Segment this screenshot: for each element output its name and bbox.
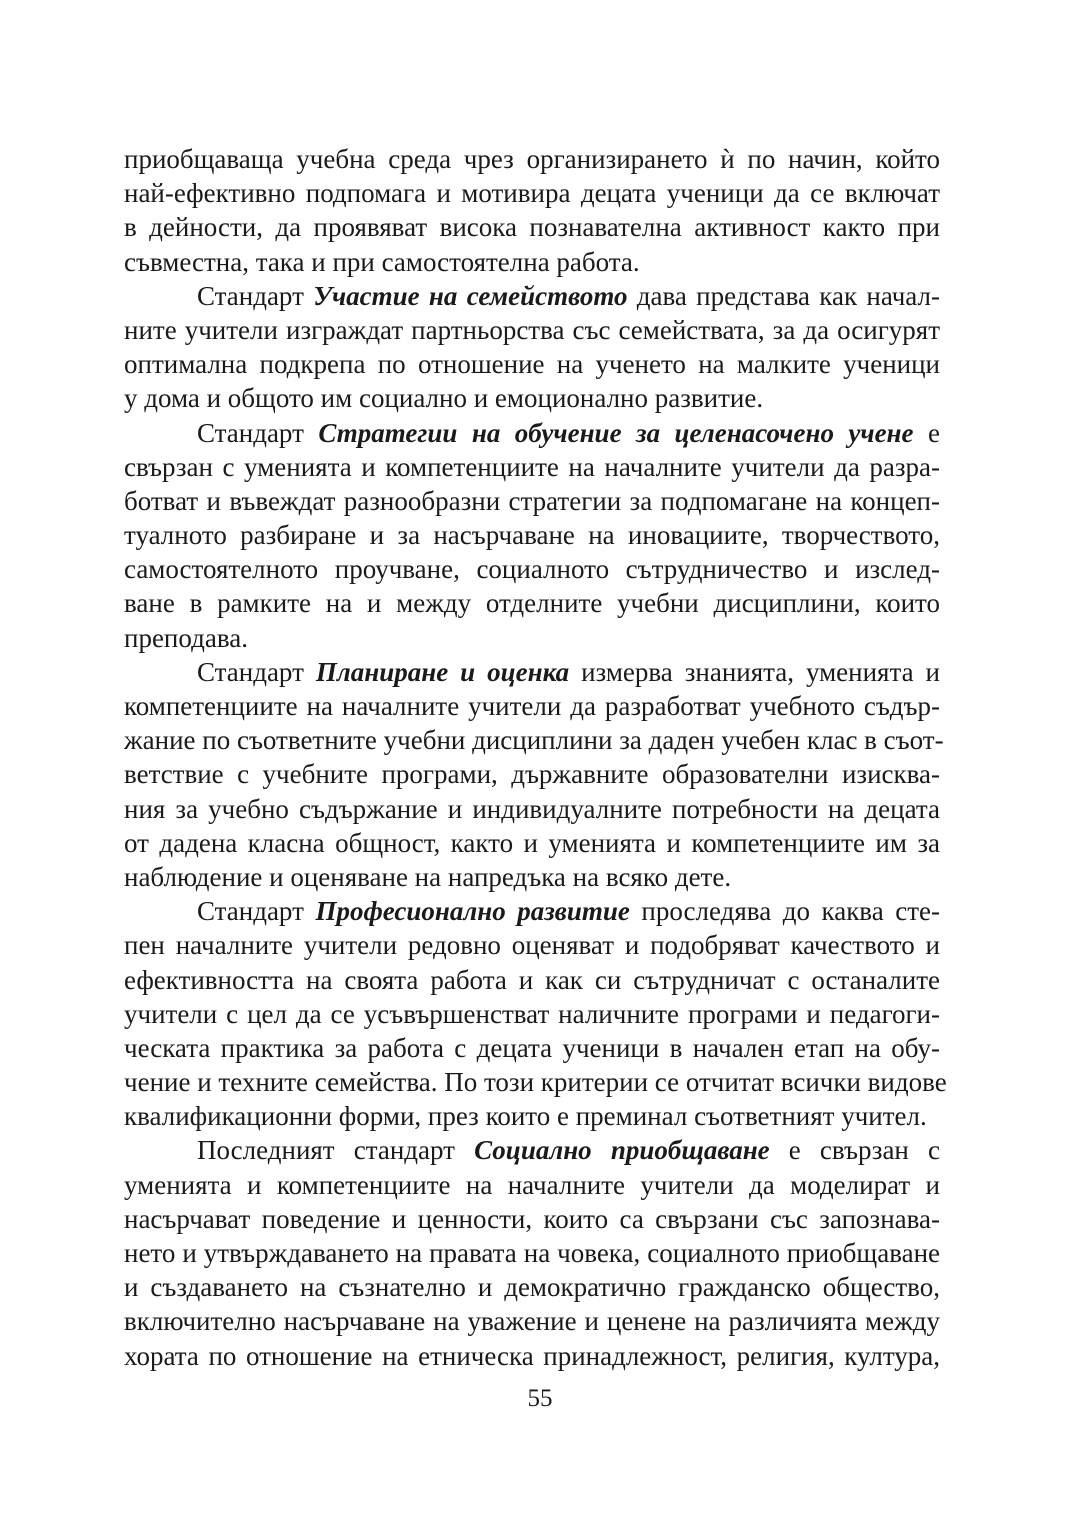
text-segment: Стандарт xyxy=(197,417,319,448)
text-segment: жание по съответните учебни дисциплини за даден учебен клас в съот- xyxy=(124,725,944,756)
body-text xyxy=(124,142,947,1373)
text-line xyxy=(124,142,940,176)
text-segment: ния за учебно съдържание и индивидуалните потребности на децата xyxy=(124,793,940,824)
text-line xyxy=(124,1202,940,1236)
text-line xyxy=(124,860,940,894)
text-line xyxy=(124,210,940,244)
text-segment: компетенциите на началните учители да разработват учебното съдър- xyxy=(124,691,940,721)
text-segment: Стандарт xyxy=(197,280,314,311)
text-segment: ческата практика за работа с децата ученици в начален етап на обу- xyxy=(124,1032,940,1063)
text-line xyxy=(124,1065,947,1099)
text-segment: най-ефективно подпомага и мотивира децата ученици да се включат xyxy=(124,178,940,209)
text-segment: уменията и компетенциите на началните учители да моделират и xyxy=(124,1169,940,1200)
text-segment: ните учители изграждат партньорства със семействата, за да осигурят xyxy=(124,314,940,345)
text-segment: ботват и въвеждат разнообразни стратегии за подпомагане на концеп- xyxy=(124,485,940,516)
text-segment: Последният стандарт xyxy=(197,1135,475,1166)
text-line xyxy=(124,245,940,279)
text-segment: учители с цел да се усъвършенстват наличните програми и педагоги- xyxy=(124,998,940,1029)
text-segment: чение и техните семейства. По този критерии се отчитат всички видове xyxy=(124,1067,947,1098)
text-segment: хората по отношение на етническа принадлежност, религия, култура, xyxy=(124,1340,940,1371)
text-segment: от дадена класна общност, както и уменията и компетенциите им за xyxy=(124,827,940,858)
text-segment: свързан с уменията и компетенциите на началните учители да разра- xyxy=(124,451,940,482)
text-line xyxy=(124,963,940,997)
text-line xyxy=(124,689,940,723)
text-line xyxy=(124,484,940,518)
text-segment: квалификационни форми, през които е преминал съответният учител. xyxy=(124,1101,927,1132)
text-line xyxy=(124,1304,940,1338)
text-line xyxy=(124,416,940,450)
text-line xyxy=(124,655,940,689)
text-line xyxy=(124,621,940,655)
text-line xyxy=(124,347,940,381)
text-line xyxy=(124,586,940,620)
text-line xyxy=(124,997,940,1031)
text-line xyxy=(124,450,940,484)
text-segment: е свързан с xyxy=(769,1135,941,1166)
text-segment: дава представа как начал- xyxy=(627,280,940,311)
text-line xyxy=(124,928,940,962)
standard-term: Стратегии на обучение за целенасочено учене xyxy=(318,417,914,448)
text-line xyxy=(124,792,940,826)
text-line xyxy=(124,1099,940,1133)
text-segment: оптимална подкрепа по отношение на ученето на малките ученици xyxy=(124,349,940,380)
text-segment: наблюдение и оценяване на напредъка на всяко дете. xyxy=(124,861,732,892)
text-segment: насърчават поведение и ценности, които са свързани със запознава- xyxy=(124,1203,940,1234)
text-line xyxy=(124,1031,940,1065)
text-segment: съвместна, така и при самостоятелна работа. xyxy=(124,246,640,277)
text-segment: преподава. xyxy=(124,622,248,653)
text-line xyxy=(124,313,940,347)
text-segment: нето и утвърждаването на правата на човека, социалното приобщаване xyxy=(124,1238,940,1268)
text-line xyxy=(124,723,944,757)
text-segment: туалното разбиране и за насърчаване на иновациите, творчеството, xyxy=(124,520,940,551)
text-segment: ветствие с учебните програми, държавните образователни изисква- xyxy=(124,759,940,790)
text-segment: пен началните учители редовно оценяват и подобряват качеството и xyxy=(124,930,940,961)
text-line xyxy=(124,1236,940,1270)
text-segment: Стандарт xyxy=(197,656,316,687)
standard-term: Социално приобщаване xyxy=(474,1135,770,1166)
text-segment: проследява до каква сте- xyxy=(629,896,940,927)
text-segment: ефективността на своята работа и как си сътрудничат с останалите xyxy=(124,964,940,995)
text-segment: измерва знанията, уменията и xyxy=(569,656,940,687)
text-line xyxy=(124,381,940,415)
standard-term: Участие на семейството xyxy=(313,280,628,311)
text-line xyxy=(124,757,940,791)
standard-term: Планиране и оценка xyxy=(315,656,570,687)
text-line xyxy=(124,1168,940,1202)
text-line xyxy=(124,552,940,586)
text-line xyxy=(124,518,940,552)
text-line xyxy=(124,894,940,928)
text-segment: ване в рамките на и между отделните учебни дисциплини, които xyxy=(124,588,940,619)
text-line xyxy=(124,176,940,210)
text-segment: приобщаваща учебна среда чрез организирането ѝ по начин, който xyxy=(124,144,940,174)
page-number: 55 xyxy=(527,1385,553,1412)
text-segment: включително насърчаване на уважение и ценене на различията между xyxy=(124,1306,940,1337)
text-line xyxy=(124,1270,940,1304)
text-segment: Стандарт xyxy=(197,896,316,927)
text-line xyxy=(124,1133,940,1167)
text-segment: е xyxy=(913,417,941,448)
text-segment: самостоятелното проучване, социалното сътрудничество и изслед- xyxy=(124,554,940,585)
text-line xyxy=(124,1339,940,1373)
standard-term: Професионално развитие xyxy=(315,896,630,927)
text-segment: и създаването на съзнателно и демократично гражданско общество, xyxy=(124,1272,940,1303)
text-line xyxy=(124,826,940,860)
text-segment: в дейности, да проявяват висока познавателна активност както при xyxy=(124,212,940,243)
text-line xyxy=(124,279,940,313)
text-segment: у дома и общото им социално и емоционално развитие. xyxy=(124,383,764,414)
